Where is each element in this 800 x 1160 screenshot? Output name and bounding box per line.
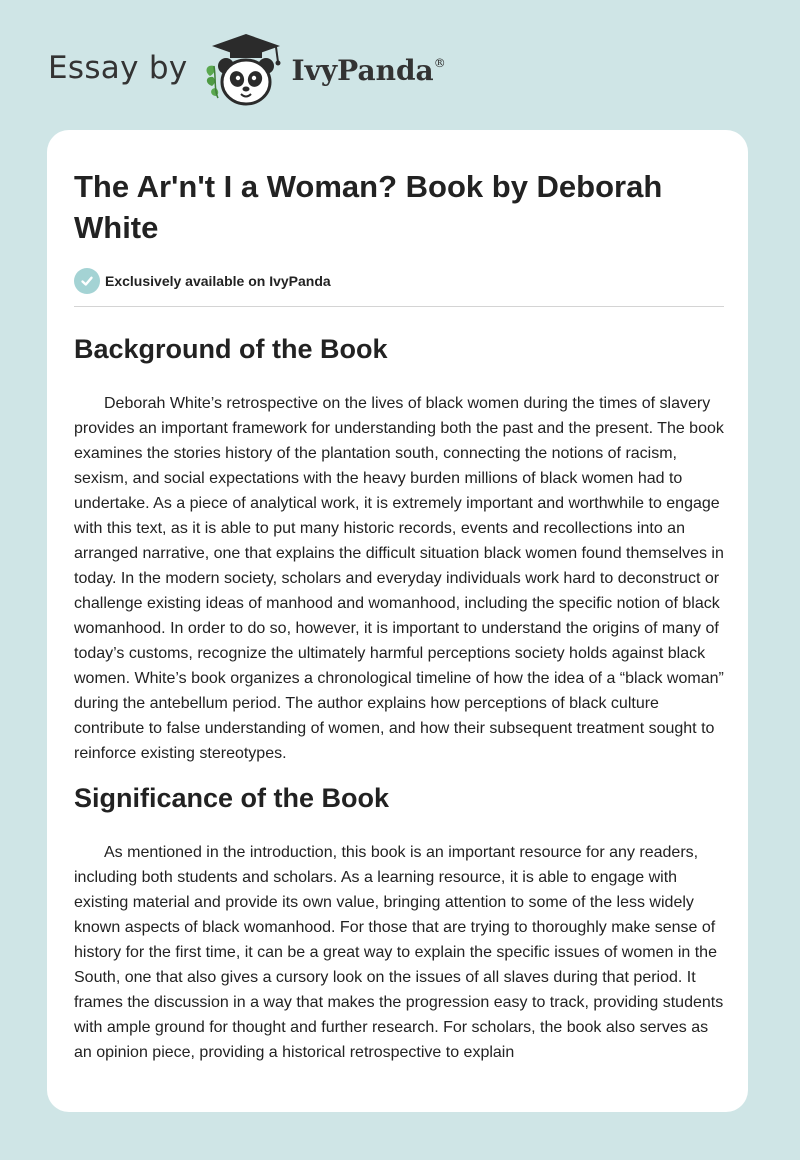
registered-mark: ®	[433, 55, 446, 70]
essay-card	[47, 130, 748, 1112]
section-paragraph-background: Deborah White’s retrospective on the lives of black women during the times of slavery provides an important framework for understanding both the past and the present. The book examines the stories history of the plantation south, connecting the notions of racism, sexism, and social expectations with the heavy burden millions of black women had to undertake. As a piece of analytical work, it is extremely important and worthwhile to engage with this text, as it is able to put many historic records, events and recollections into an arranged narrative, one that explains the difficult situation black women found themselves in today. In the modern society, scholars and everyday individuals work hard to deconstruct or challenge existing ideas of manhood and womanhood, including the specific notion of black womanhood. In order to do so, however, it is important to understand the origins of many of today’s customs, recognize the ultimately harmful perceptions society holds against black women. White’s book organizes a chronological timeline of how the idea of a “black woman” during the antebellum period. The author explains how perceptions of black culture contribute to false understanding of women, and how their subsequent treatment sought to reinforce existing stereotypes.	[74, 395, 724, 762]
brand-name[interactable]: IvyPanda®	[291, 53, 446, 87]
divider	[74, 306, 724, 307]
badge-label: Exclusively available on IvyPanda	[105, 273, 331, 289]
exclusive-badge	[74, 268, 724, 294]
essay-by-label: Essay by	[48, 50, 188, 86]
section-heading-significance: Significance of the Book	[74, 783, 390, 813]
site-header	[48, 32, 446, 112]
panda-graduate-icon	[202, 32, 290, 112]
checkmark-icon	[74, 268, 100, 294]
page-title: The Ar'n't I a Woman? Book by Deborah White	[74, 169, 663, 245]
section-paragraph-significance: As mentioned in the introduction, this book is an important resource for any readers, including both students and scholars. As a learning resource, it is able to engage with existing material and provide its own value, bringing attention to some of the less widely known aspects of black womanhood. For those that are trying to thoroughly make sense of history for the first time, it can be a great way to explain the specific issues of women in the South, one that also gives a cursory look on the issues of all slaves during that period. It frames the discussion in a way that makes the progression easy to track, providing students with ample ground for thought and further research. For scholars, the book also serves as an opinion piece, providing a historical retrospective to explain	[74, 844, 724, 1061]
section-heading-background: Background of the Book	[74, 334, 388, 364]
essay-content	[74, 166, 724, 1065]
